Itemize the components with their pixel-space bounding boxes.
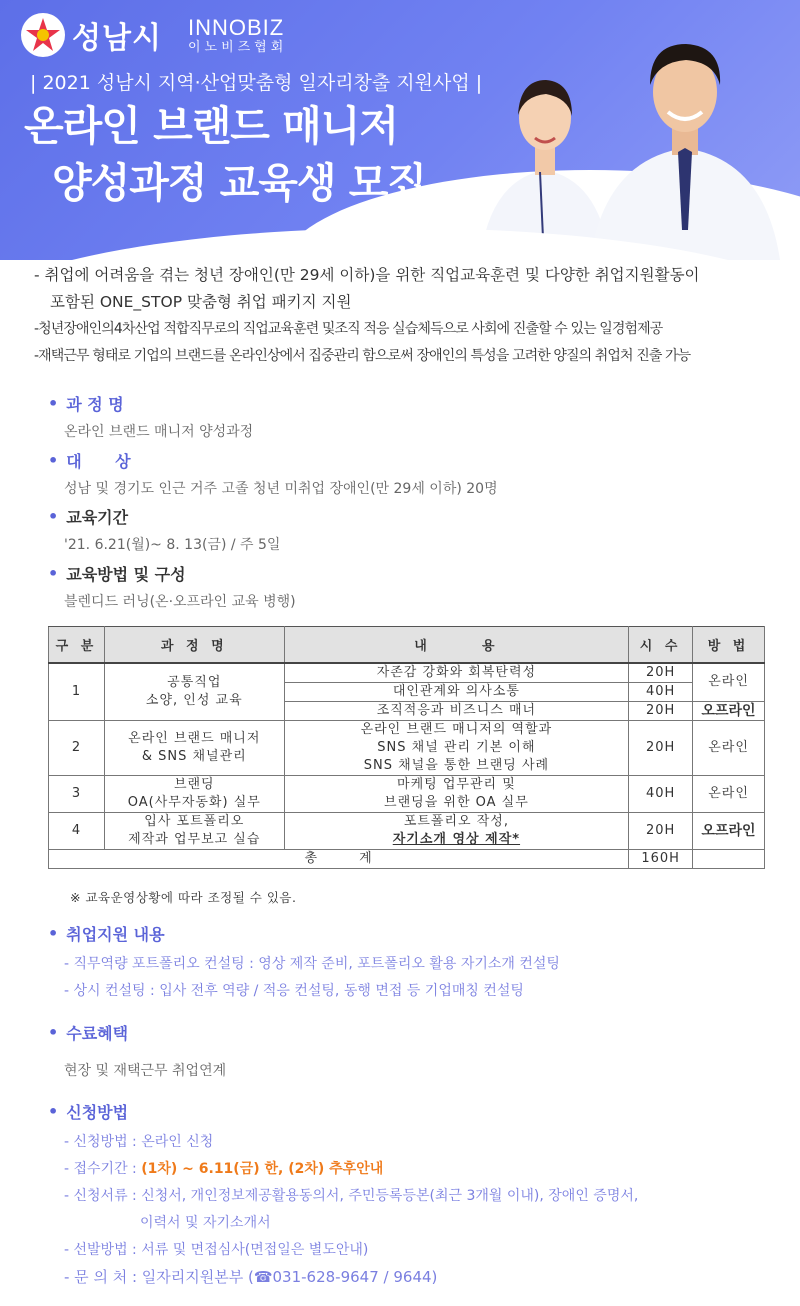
bullet-dot: • — [48, 564, 59, 583]
total-hours: 160H — [629, 849, 693, 868]
course-line: 브랜딩 — [173, 776, 215, 792]
content-line: 온라인 브랜드 매니저의 역할과 — [360, 721, 553, 737]
row-number: 2 — [49, 720, 105, 775]
course-line: & SNS 채널관리 — [141, 748, 247, 764]
period-section — [48, 505, 280, 554]
course-line: 온라인 브랜드 매니저 — [128, 730, 261, 746]
row-mode: 온라인 — [693, 720, 765, 775]
row-content: 자존감 강화와 회복탄력성 — [284, 663, 628, 683]
row-hours: 20H — [629, 812, 693, 849]
support-section — [48, 922, 560, 1005]
row-number: 4 — [49, 812, 105, 849]
content-line: 마케팅 업무관리 및 — [397, 776, 516, 792]
table-row — [49, 720, 765, 775]
benefit-section — [48, 1021, 226, 1080]
program-subtitle: | 2021 성남시 지역·산업맞춤형 일자리창출 지원사업 | — [30, 72, 483, 94]
table-total-row — [49, 849, 765, 868]
content-line: SNS 채널 관리 기본 이해 — [377, 739, 536, 755]
method-value: 블렌디드 러닝(온·오프라인 교육 병행) — [64, 594, 296, 610]
course-line: 소양, 인성 교육 — [145, 692, 243, 708]
row-hours: 40H — [629, 775, 693, 812]
apply-contact: - 문 의 처 : 일자리지원본부 (☎031-628-9647 / 9644) — [64, 1268, 438, 1286]
header-mode: 방 법 — [693, 627, 765, 663]
target-label: 대 상 — [66, 452, 131, 471]
intro-line: -청년장애인의4차산업 적합직무로의 직업교육훈련 및조직 적응 실습체득으로 사회에 진출할 수 있는 일경험제공 — [34, 321, 663, 337]
header-no: 구 분 — [49, 627, 105, 663]
row-hours: 20H — [629, 720, 693, 775]
intro-line: - 취업에 어려움을 겪는 청년 장애인(만 29세 이하)을 위한 직업교육훈련 및 다양한 취업지원활동이 — [34, 266, 700, 284]
row-number: 1 — [49, 663, 105, 721]
period-label: 교육기간 — [66, 508, 129, 527]
row-course — [104, 812, 284, 849]
row-content: 조직적응과 비즈니스 매너 — [284, 701, 628, 720]
course-line: 제작과 업무보고 실습 — [128, 831, 261, 847]
intro-line: -재택근무 형태로 기업의 브랜드를 온라인상에서 집중관리 함으로써 장애인의 특성을 고려한 양질의 취업처 진출 가능 — [34, 348, 691, 364]
content-line: SNS 채널을 통한 브랜딩 사례 — [363, 757, 550, 773]
page-title-line2: 양성과정 교육생 모집 — [52, 159, 427, 207]
apply-section — [48, 1100, 638, 1291]
row-hours: 20H — [629, 663, 693, 683]
seongnam-logo-icon — [20, 12, 66, 58]
apply-docs-cont: 이력서 및 자기소개서 — [140, 1215, 271, 1231]
course-line: 공통직업 — [167, 674, 222, 690]
apply-period — [48, 1156, 638, 1183]
total-mode-empty — [693, 849, 765, 868]
row-number: 3 — [49, 775, 105, 812]
row-mode: 오프라인 — [693, 812, 765, 849]
innobiz-kr: 이노비즈협회 — [187, 39, 288, 55]
page-title-line1: 온라인 브랜드 매니저 — [24, 102, 399, 150]
header-content: 내 용 — [284, 627, 628, 663]
row-course — [104, 720, 284, 775]
row-mode: 온라인 — [693, 663, 765, 702]
target-section — [48, 449, 498, 498]
row-content — [284, 812, 628, 849]
benefit-value: 현장 및 재택근무 취업연계 — [64, 1063, 227, 1079]
bullet-dot: • — [48, 394, 59, 413]
content-line: 포트폴리오 작성, — [403, 813, 509, 829]
table-note: ※ 교육운영상황에 따라 조정될 수 있음. — [70, 890, 297, 905]
man-illustration — [590, 30, 780, 260]
period-value: '21. 6.21(월)~ 8. 13(금) / 주 5일 — [64, 537, 281, 553]
apply-period-value: (1차) ~ 6.11(금) 한, (2차) 추후안내 — [141, 1161, 384, 1177]
curriculum-table — [48, 626, 765, 869]
apply-selection: - 선발방법 : 서류 및 면접심사(면접일은 별도안내) — [64, 1242, 369, 1258]
city-name: 성남시 — [72, 21, 162, 56]
bullet-dot: • — [48, 1102, 59, 1121]
total-label: 총 계 — [49, 849, 629, 868]
course-value: 온라인 브랜드 매니저 양성과정 — [64, 424, 254, 440]
apply-docs: - 신청서류 : 신청서, 개인정보제공활용동의서, 주민등록등본(최근 3개월 이내), 장애인 증명서, — [64, 1188, 639, 1204]
course-label: 과 정 명 — [66, 395, 124, 414]
bullet-dot: • — [48, 1023, 59, 1042]
support-item: - 상시 컨설팅 : 입사 전후 역량 / 적응 컨설팅, 동행 면접 등 기업매칭 컨설팅 — [64, 983, 524, 999]
target-value: 성남 및 경기도 인근 거주 고졸 청년 미취업 장애인(만 29세 이하) 20명 — [64, 481, 498, 497]
row-hours: 40H — [629, 682, 693, 701]
row-hours: 20H — [629, 701, 693, 720]
innobiz-en: INNOBIZ — [187, 14, 285, 40]
apply-method: - 신청방법 : 온라인 신청 — [64, 1134, 214, 1150]
content-line: 브랜딩을 위한 OA 실무 — [384, 794, 529, 810]
row-mode: 온라인 — [693, 775, 765, 812]
course-line: 입사 포트폴리오 — [144, 813, 245, 829]
table-row — [49, 812, 765, 849]
table-header-row — [49, 627, 765, 663]
table-row — [49, 775, 765, 812]
innobiz-logo — [187, 14, 288, 55]
course-section — [48, 392, 253, 441]
table-row — [49, 663, 765, 683]
apply-label: 신청방법 — [66, 1103, 129, 1122]
logo-row — [20, 10, 287, 60]
apply-period-label: - 접수기간 : — [64, 1161, 142, 1177]
bullet-dot: • — [48, 451, 59, 470]
row-content — [284, 775, 628, 812]
row-content — [284, 720, 628, 775]
course-line: OA(사무자동화) 실무 — [127, 794, 261, 810]
method-label: 교육방법 및 구성 — [66, 565, 186, 584]
bullet-dot: • — [48, 924, 59, 943]
row-mode: 오프라인 — [693, 701, 765, 720]
bullet-dot: • — [48, 507, 59, 526]
intro-bullets — [34, 262, 794, 370]
row-course — [104, 775, 284, 812]
support-label: 취업지원 내용 — [66, 925, 165, 944]
method-section — [48, 562, 296, 611]
header-course: 과 정 명 — [104, 627, 284, 663]
content-line: 자기소개 영상 제작* — [392, 831, 521, 847]
intro-line: 포함된 ONE_STOP 맞춤형 취업 패키지 지원 — [50, 293, 352, 311]
benefit-label: 수료혜택 — [66, 1024, 129, 1043]
row-course — [104, 663, 284, 721]
support-item: - 직무역량 포트폴리오 컨설팅 : 영상 제작 준비, 포트폴리오 활용 자기소개 컨설팅 — [64, 956, 560, 972]
header-hours: 시 수 — [629, 627, 693, 663]
row-content: 대인관계와 의사소통 — [284, 682, 628, 701]
header-banner — [0, 0, 800, 260]
